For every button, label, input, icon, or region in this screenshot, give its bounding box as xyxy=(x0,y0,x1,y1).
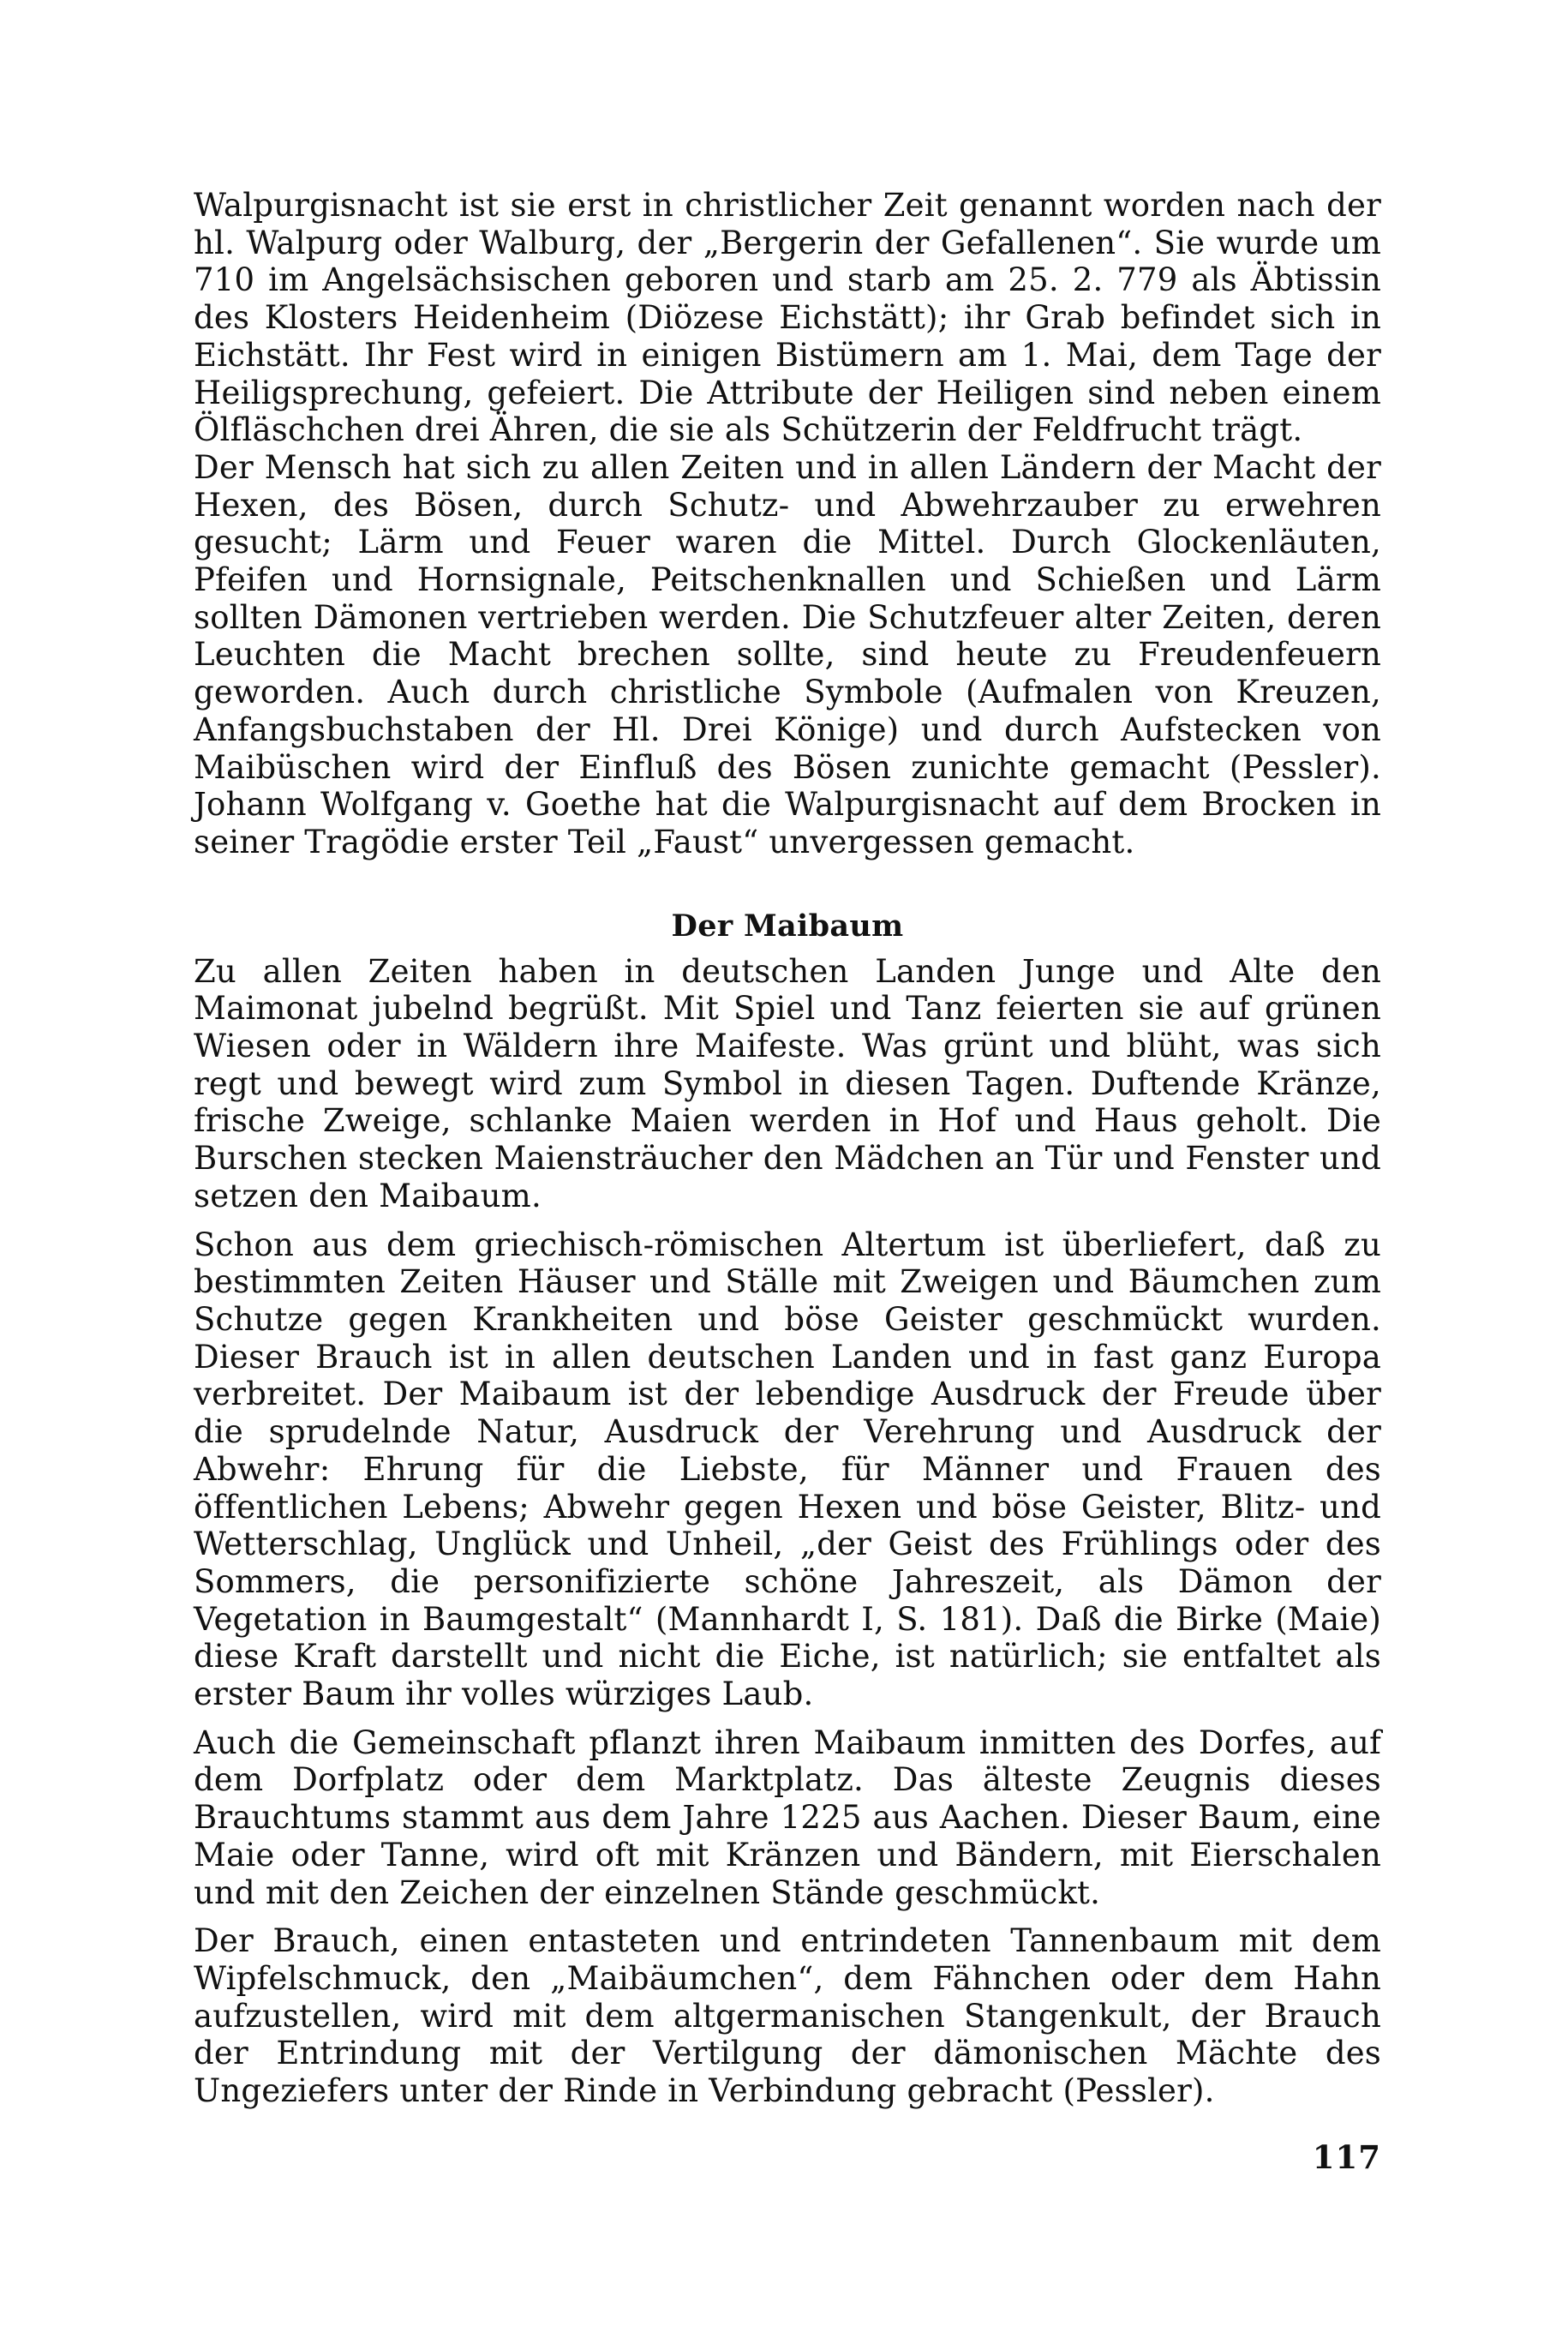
paragraph-schutzzauber: Der Mensch hat sich zu allen Zeiten und in allen Ländern der Macht der Hexen, des Bösen, durch Schutz- und Abwehrzauber zu erwehren gesucht; Lärm und Feuer waren die Mittel. Durch Glockenläuten, Pfeifen und Hornsignale, Peitschenknallen und Schießen und Lärm sollten Dämonen vertrieben werden. Die Schutzfeuer alter Zeiten, deren Leuchten die Macht brechen sollte, sind heute zu Freudenfeuern geworden. Auch durch christliche Symbole (Aufmalen von Kreuzen, Anfangsbuchstaben der Hl. Drei Könige) und durch Aufstecken von Maibüschen wird der Einfluß des Bösen zunichte gemacht (Pessler). Johann Wolfgang v. Goethe hat die Walpurgisnacht auf dem Brocken in seiner Tragödie erster Teil „Faust“ unvergessen gemacht. xyxy=(194,448,1381,860)
paragraph-altertum: Schon aus dem griechisch-römischen Altertum ist überliefert, daß zu bestimmten Zeiten Häuser und Ställe mit Zweigen und Bäumchen zum Schutze gegen Krankheiten und böse Geister geschmückt wurden. Dieser Brauch ist in allen deutschen Landen und in fast ganz Europa verbreitet. Der Maibaum ist der lebendige Ausdruck der Freude über die sprudelnde Natur, Ausdruck der Verehrung und Ausdruck der Abwehr: Ehrung für die Liebste, für Männer und Frauen des öffentlichen Lebens; Abwehr gegen Hexen und böse Geister, Blitz- und Wetterschlag, Unglück und Unheil, „der Geist des Frühlings oder des Sommers, die personifizierte schöne Jahreszeit, als Dämon der Vegetation in Baumgestalt“ (Mannhardt I, S. 181). Daß die Birke (Maie) diese Kraft darstellt und nicht die Eiche, ist natürlich; sie entfaltet als erster Baum ihr volles würziges Laub. xyxy=(194,1226,1381,1713)
paragraph-gemeinschaft: Auch die Gemeinschaft pflanzt ihren Maibaum inmitten des Dorfes, auf dem Dorfplatz oder dem Marktplatz. Das älteste Zeugnis dieses Brauchtums stammt aus dem Jahre 1225 aus Aachen. Dieser Baum, eine Maie oder Tanne, wird oft mit Kränzen und Bändern, mit Eierschalen und mit den Zeichen der einzelnen Stände geschmückt. xyxy=(194,1724,1381,1911)
paragraph-brauch: Der Brauch, einen entasteten und entrindeten Tannenbaum mit dem Wipfelschmuck, den „Maibäumchen“, dem Fähnchen oder dem Hahn aufzustellen, wird mit dem altgermanischen Stangenkult, der Brauch der Entrindung mit der Vertilgung der dämonischen Mächte des Ungeziefers unter der Rinde in Verbindung gebracht (Pessler). xyxy=(194,1922,1381,2110)
paragraph-maimonat: Zu allen Zeiten haben in deutschen Landen Junge und Alte den Maimonat jubelnd begrüßt. Mit Spiel und Tanz feierten sie auf grünen Wiesen oder in Wäldern ihre Maifeste. Was grünt und blüht, was sich regt und bewegt wird zum Symbol in diesen Tagen. Duftende Kränze, frische Zweige, schlanke Maien werden in Hof und Haus geholt. Die Burschen stecken Maiensträucher den Mädchen an Tür und Fenster und setzen den Maibaum. xyxy=(194,952,1381,1214)
paragraph-walpurga: Walpurgisnacht ist sie erst in christlicher Zeit genannt worden nach der hl. Walpurg oder Walburg, der „Bergerin der Gefallenen“. Sie wurde um 710 im Angelsächsischen geboren und starb am 25. 2. 779 als Äbtissin des Klosters Heidenheim (Diözese Eichstätt); ihr Grab befindet sich in Eichstätt. Ihr Fest wird in einigen Bistümern am 1. Mai, dem Tage der Heiligsprechung, gefeiert. Die Attribute der Heiligen sind neben einem Ölfläschchen drei Ähren, die sie als Schützerin der Feldfrucht trägt. xyxy=(194,187,1381,449)
page-number: 117 xyxy=(1312,2138,1381,2176)
body-text xyxy=(194,187,1381,2110)
section-heading: Der Maibaum xyxy=(671,908,904,944)
